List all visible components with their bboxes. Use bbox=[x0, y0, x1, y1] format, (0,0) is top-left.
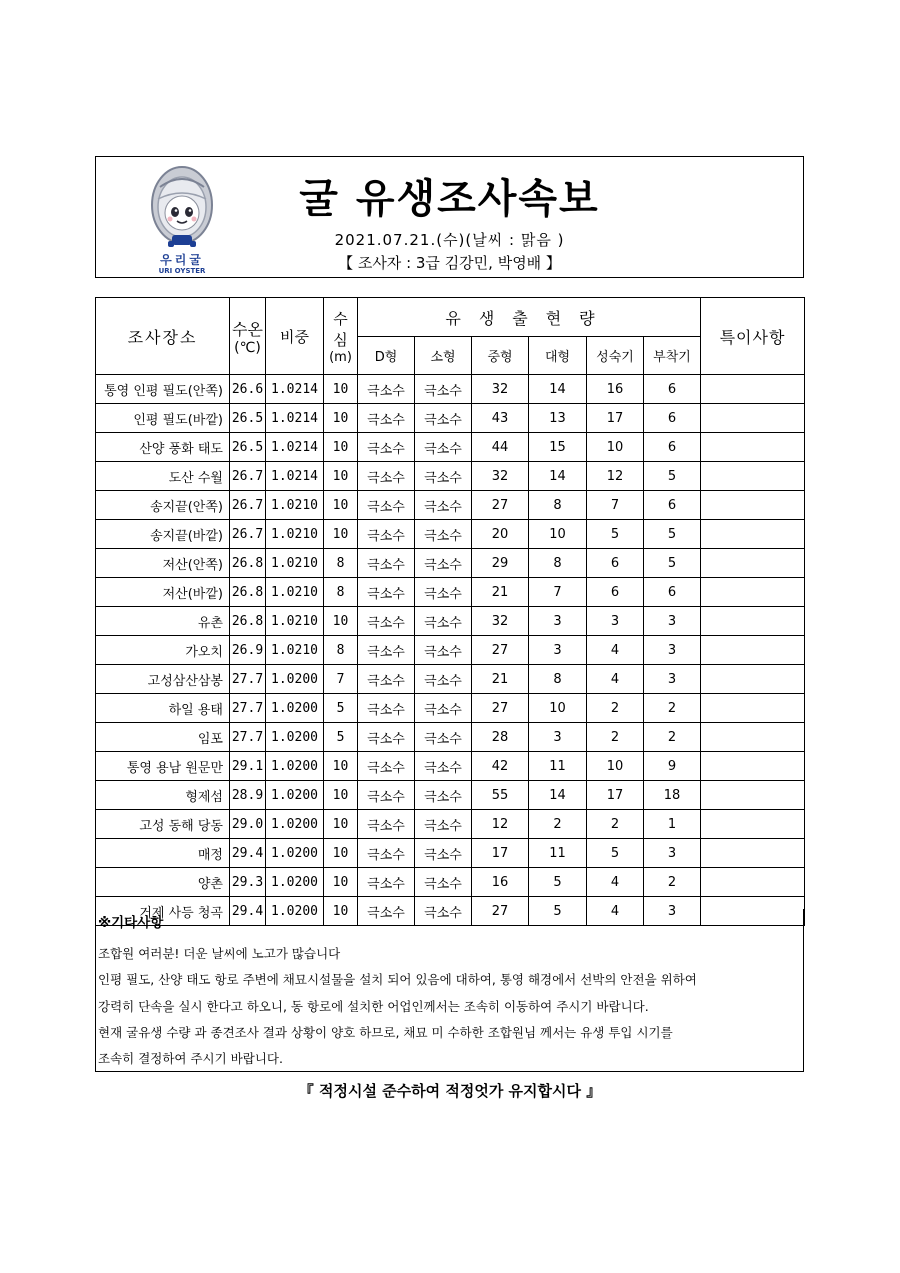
temp-cell: 26.7 bbox=[230, 462, 266, 491]
small-cell: 극소수 bbox=[415, 665, 472, 694]
d-type-cell: 극소수 bbox=[358, 578, 415, 607]
remark-cell bbox=[701, 839, 805, 868]
header-larvae-outbreak: 유생출현량 bbox=[358, 298, 701, 337]
mature-cell: 2 bbox=[587, 810, 644, 839]
medium-cell: 21 bbox=[472, 578, 529, 607]
site-cell: 형제섬 bbox=[96, 781, 230, 810]
settle-cell: 9 bbox=[644, 752, 701, 781]
depth-cell: 10 bbox=[324, 607, 358, 636]
temp-cell: 26.8 bbox=[230, 549, 266, 578]
mature-cell: 17 bbox=[587, 404, 644, 433]
medium-cell: 27 bbox=[472, 491, 529, 520]
gravity-cell: 1.0200 bbox=[266, 665, 324, 694]
report-header bbox=[95, 156, 804, 278]
gravity-cell: 1.0200 bbox=[266, 752, 324, 781]
settle-cell: 6 bbox=[644, 578, 701, 607]
mature-cell: 7 bbox=[587, 491, 644, 520]
large-cell: 7 bbox=[529, 578, 587, 607]
notes-line: 인평 필도, 산양 태도 항로 주변에 채묘시설물을 설치 되어 있음에 대하여, 통영 해경에서 선박의 안전을 위하여 bbox=[98, 972, 697, 987]
temp-cell: 27.7 bbox=[230, 694, 266, 723]
gravity-cell: 1.0214 bbox=[266, 375, 324, 404]
table-row bbox=[96, 549, 805, 578]
medium-cell: 32 bbox=[472, 607, 529, 636]
large-cell: 15 bbox=[529, 433, 587, 462]
gravity-cell: 1.0214 bbox=[266, 404, 324, 433]
small-cell: 극소수 bbox=[415, 897, 472, 926]
medium-cell: 16 bbox=[472, 868, 529, 897]
small-cell: 극소수 bbox=[415, 549, 472, 578]
notes-heading: ※기타사항 bbox=[98, 915, 164, 931]
gravity-cell: 1.0214 bbox=[266, 462, 324, 491]
gravity-cell: 1.0210 bbox=[266, 549, 324, 578]
temp-cell: 26.7 bbox=[230, 491, 266, 520]
depth-cell: 10 bbox=[324, 897, 358, 926]
site-cell: 가오치 bbox=[96, 636, 230, 665]
medium-cell: 28 bbox=[472, 723, 529, 752]
settle-cell: 1 bbox=[644, 810, 701, 839]
d-type-cell: 극소수 bbox=[358, 665, 415, 694]
d-type-cell: 극소수 bbox=[358, 839, 415, 868]
header-site: 조사장소 bbox=[96, 298, 230, 375]
mature-cell: 12 bbox=[587, 462, 644, 491]
small-cell: 극소수 bbox=[415, 868, 472, 897]
large-cell: 14 bbox=[529, 375, 587, 404]
large-cell: 11 bbox=[529, 752, 587, 781]
remark-cell bbox=[701, 520, 805, 549]
d-type-cell: 극소수 bbox=[358, 868, 415, 897]
medium-cell: 29 bbox=[472, 549, 529, 578]
settle-cell: 6 bbox=[644, 433, 701, 462]
settle-cell: 18 bbox=[644, 781, 701, 810]
site-cell: 산양 풍화 태도 bbox=[96, 433, 230, 462]
small-cell: 극소수 bbox=[415, 839, 472, 868]
table-row bbox=[96, 694, 805, 723]
depth-cell: 5 bbox=[324, 694, 358, 723]
gravity-cell: 1.0214 bbox=[266, 433, 324, 462]
large-cell: 8 bbox=[529, 665, 587, 694]
d-type-cell: 극소수 bbox=[358, 607, 415, 636]
large-cell: 5 bbox=[529, 897, 587, 926]
table-row bbox=[96, 491, 805, 520]
site-cell: 저산(안쪽) bbox=[96, 549, 230, 578]
depth-cell: 10 bbox=[324, 491, 358, 520]
medium-cell: 27 bbox=[472, 694, 529, 723]
large-cell: 3 bbox=[529, 636, 587, 665]
remark-cell bbox=[701, 607, 805, 636]
d-type-cell: 극소수 bbox=[358, 520, 415, 549]
temp-cell: 26.5 bbox=[230, 433, 266, 462]
large-cell: 3 bbox=[529, 723, 587, 752]
small-cell: 극소수 bbox=[415, 810, 472, 839]
header-gravity: 비중 bbox=[266, 298, 324, 375]
mature-cell: 10 bbox=[587, 752, 644, 781]
small-cell: 극소수 bbox=[415, 694, 472, 723]
temp-cell: 26.8 bbox=[230, 578, 266, 607]
settle-cell: 6 bbox=[644, 375, 701, 404]
mature-cell: 5 bbox=[587, 520, 644, 549]
site-cell: 매정 bbox=[96, 839, 230, 868]
depth-cell: 10 bbox=[324, 839, 358, 868]
temp-cell: 26.6 bbox=[230, 375, 266, 404]
header-settle: 부착기 bbox=[644, 337, 701, 375]
site-cell: 송지끝(바깥) bbox=[96, 520, 230, 549]
table-row bbox=[96, 810, 805, 839]
table-row bbox=[96, 781, 805, 810]
small-cell: 극소수 bbox=[415, 636, 472, 665]
settle-cell: 3 bbox=[644, 897, 701, 926]
mature-cell: 6 bbox=[587, 549, 644, 578]
header-mature: 성숙기 bbox=[587, 337, 644, 375]
inspector-line: 【 조사자 : 3급 김강민, 박영배 】 bbox=[338, 254, 561, 272]
remark-cell bbox=[701, 433, 805, 462]
gravity-cell: 1.0200 bbox=[266, 897, 324, 926]
temp-cell: 29.4 bbox=[230, 839, 266, 868]
temp-cell: 26.7 bbox=[230, 520, 266, 549]
medium-cell: 17 bbox=[472, 839, 529, 868]
site-cell: 인평 필도(바깥) bbox=[96, 404, 230, 433]
large-cell: 3 bbox=[529, 607, 587, 636]
medium-cell: 43 bbox=[472, 404, 529, 433]
table-row bbox=[96, 433, 805, 462]
temp-cell: 27.7 bbox=[230, 723, 266, 752]
temp-cell: 29.3 bbox=[230, 868, 266, 897]
table-row bbox=[96, 636, 805, 665]
temp-cell: 28.9 bbox=[230, 781, 266, 810]
table-row bbox=[96, 752, 805, 781]
site-cell: 하일 용태 bbox=[96, 694, 230, 723]
header-depth-unit: (m) bbox=[329, 349, 352, 365]
gravity-cell: 1.0200 bbox=[266, 810, 324, 839]
depth-cell: 10 bbox=[324, 752, 358, 781]
temp-cell: 26.5 bbox=[230, 404, 266, 433]
logo-korean-text: 우리굴 bbox=[160, 253, 204, 267]
d-type-cell: 극소수 bbox=[358, 491, 415, 520]
depth-cell: 8 bbox=[324, 578, 358, 607]
depth-cell: 10 bbox=[324, 781, 358, 810]
table-row bbox=[96, 462, 805, 491]
mature-cell: 4 bbox=[587, 868, 644, 897]
logo-english-text: URI OYSTER bbox=[158, 267, 206, 275]
medium-cell: 12 bbox=[472, 810, 529, 839]
settle-cell: 3 bbox=[644, 607, 701, 636]
medium-cell: 44 bbox=[472, 433, 529, 462]
depth-cell: 10 bbox=[324, 810, 358, 839]
large-cell: 8 bbox=[529, 491, 587, 520]
depth-cell: 8 bbox=[324, 549, 358, 578]
header-medium: 중형 bbox=[472, 337, 529, 375]
d-type-cell: 극소수 bbox=[358, 375, 415, 404]
medium-cell: 21 bbox=[472, 665, 529, 694]
mature-cell: 17 bbox=[587, 781, 644, 810]
temp-cell: 29.4 bbox=[230, 897, 266, 926]
d-type-cell: 극소수 bbox=[358, 781, 415, 810]
gravity-cell: 1.0210 bbox=[266, 607, 324, 636]
mature-cell: 6 bbox=[587, 578, 644, 607]
report-date: 2021.07.21.(수)(날씨 : 맑음 ) bbox=[334, 231, 565, 249]
depth-cell: 10 bbox=[324, 404, 358, 433]
remark-cell bbox=[701, 723, 805, 752]
table-body bbox=[96, 375, 805, 926]
remark-cell bbox=[701, 491, 805, 520]
site-cell: 송지끝(안쪽) bbox=[96, 491, 230, 520]
site-cell: 도산 수월 bbox=[96, 462, 230, 491]
medium-cell: 32 bbox=[472, 375, 529, 404]
large-cell: 14 bbox=[529, 781, 587, 810]
site-cell: 양촌 bbox=[96, 868, 230, 897]
gravity-cell: 1.0210 bbox=[266, 520, 324, 549]
remark-cell bbox=[701, 375, 805, 404]
table-row bbox=[96, 839, 805, 868]
large-cell: 10 bbox=[529, 694, 587, 723]
settle-cell: 2 bbox=[644, 694, 701, 723]
table-row bbox=[96, 404, 805, 433]
large-cell: 10 bbox=[529, 520, 587, 549]
mature-cell: 4 bbox=[587, 665, 644, 694]
settle-cell: 3 bbox=[644, 839, 701, 868]
d-type-cell: 극소수 bbox=[358, 549, 415, 578]
gravity-cell: 1.0200 bbox=[266, 839, 324, 868]
large-cell: 13 bbox=[529, 404, 587, 433]
small-cell: 극소수 bbox=[415, 752, 472, 781]
notes-section bbox=[95, 909, 804, 1072]
medium-cell: 32 bbox=[472, 462, 529, 491]
header-remarks: 특이사항 bbox=[701, 298, 805, 375]
header-large: 대형 bbox=[529, 337, 587, 375]
remark-cell bbox=[701, 462, 805, 491]
gravity-cell: 1.0200 bbox=[266, 723, 324, 752]
medium-cell: 20 bbox=[472, 520, 529, 549]
mature-cell: 4 bbox=[587, 636, 644, 665]
small-cell: 극소수 bbox=[415, 723, 472, 752]
large-cell: 11 bbox=[529, 839, 587, 868]
remark-cell bbox=[701, 404, 805, 433]
settle-cell: 2 bbox=[644, 868, 701, 897]
d-type-cell: 극소수 bbox=[358, 897, 415, 926]
site-cell: 거제 사등 청곡 bbox=[96, 897, 230, 926]
large-cell: 14 bbox=[529, 462, 587, 491]
depth-cell: 10 bbox=[324, 520, 358, 549]
site-cell: 고성삼산삼봉 bbox=[96, 665, 230, 694]
header-small: 소형 bbox=[415, 337, 472, 375]
header-depth-line2: 심 bbox=[333, 330, 348, 349]
medium-cell: 27 bbox=[472, 636, 529, 665]
site-cell: 고성 동해 당동 bbox=[96, 810, 230, 839]
notes-line: 조속히 결정하여 주시기 바랍니다. bbox=[98, 1051, 283, 1066]
settle-cell: 5 bbox=[644, 520, 701, 549]
depth-cell: 10 bbox=[324, 375, 358, 404]
settle-cell: 6 bbox=[644, 491, 701, 520]
mature-cell: 5 bbox=[587, 839, 644, 868]
temp-cell: 29.1 bbox=[230, 752, 266, 781]
remark-cell bbox=[701, 549, 805, 578]
mature-cell: 10 bbox=[587, 433, 644, 462]
remark-cell bbox=[701, 578, 805, 607]
d-type-cell: 극소수 bbox=[358, 636, 415, 665]
small-cell: 극소수 bbox=[415, 462, 472, 491]
small-cell: 극소수 bbox=[415, 578, 472, 607]
gravity-cell: 1.0200 bbox=[266, 781, 324, 810]
mature-cell: 2 bbox=[587, 723, 644, 752]
d-type-cell: 극소수 bbox=[358, 462, 415, 491]
temp-cell: 29.0 bbox=[230, 810, 266, 839]
large-cell: 8 bbox=[529, 549, 587, 578]
header-depth bbox=[324, 298, 358, 375]
settle-cell: 6 bbox=[644, 404, 701, 433]
large-cell: 5 bbox=[529, 868, 587, 897]
remark-cell bbox=[701, 752, 805, 781]
settle-cell: 3 bbox=[644, 636, 701, 665]
medium-cell: 42 bbox=[472, 752, 529, 781]
depth-cell: 10 bbox=[324, 433, 358, 462]
table-row bbox=[96, 665, 805, 694]
large-cell: 2 bbox=[529, 810, 587, 839]
header-depth-line1: 수 bbox=[333, 309, 348, 328]
notes-line: 강력히 단속을 실시 한다고 하오니, 동 항로에 설치한 어업인께서는 조속히 이동하여 주시기 바랍니다. bbox=[98, 999, 649, 1014]
settle-cell: 5 bbox=[644, 462, 701, 491]
gravity-cell: 1.0210 bbox=[266, 636, 324, 665]
depth-cell: 8 bbox=[324, 636, 358, 665]
mature-cell: 3 bbox=[587, 607, 644, 636]
small-cell: 극소수 bbox=[415, 433, 472, 462]
notes-line: 조합원 여러분! 더운 날씨에 노고가 많습니다 bbox=[98, 946, 341, 961]
gravity-cell: 1.0200 bbox=[266, 694, 324, 723]
depth-cell: 10 bbox=[324, 868, 358, 897]
mature-cell: 2 bbox=[587, 694, 644, 723]
site-cell: 저산(바깥) bbox=[96, 578, 230, 607]
medium-cell: 27 bbox=[472, 897, 529, 926]
mature-cell: 16 bbox=[587, 375, 644, 404]
remark-cell bbox=[701, 636, 805, 665]
table-row bbox=[96, 520, 805, 549]
d-type-cell: 극소수 bbox=[358, 404, 415, 433]
site-cell: 임포 bbox=[96, 723, 230, 752]
remark-cell bbox=[701, 665, 805, 694]
small-cell: 극소수 bbox=[415, 404, 472, 433]
depth-cell: 7 bbox=[324, 665, 358, 694]
d-type-cell: 극소수 bbox=[358, 723, 415, 752]
remark-cell bbox=[701, 781, 805, 810]
mature-cell: 4 bbox=[587, 897, 644, 926]
d-type-cell: 극소수 bbox=[358, 433, 415, 462]
larvae-survey-table bbox=[95, 297, 805, 926]
settle-cell: 3 bbox=[644, 665, 701, 694]
medium-cell: 55 bbox=[472, 781, 529, 810]
header-water-temp bbox=[230, 298, 266, 375]
small-cell: 극소수 bbox=[415, 520, 472, 549]
header-temp-unit: (℃) bbox=[234, 339, 261, 356]
site-cell: 통영 인평 필도(안쪽) bbox=[96, 375, 230, 404]
temp-cell: 27.7 bbox=[230, 665, 266, 694]
remark-cell bbox=[701, 694, 805, 723]
header-temp-label: 수온 bbox=[232, 319, 263, 339]
gravity-cell: 1.0210 bbox=[266, 491, 324, 520]
d-type-cell: 극소수 bbox=[358, 810, 415, 839]
small-cell: 극소수 bbox=[415, 491, 472, 520]
gravity-cell: 1.0200 bbox=[266, 868, 324, 897]
settle-cell: 5 bbox=[644, 549, 701, 578]
temp-cell: 26.8 bbox=[230, 607, 266, 636]
table-row bbox=[96, 578, 805, 607]
table-row bbox=[96, 607, 805, 636]
small-cell: 극소수 bbox=[415, 607, 472, 636]
depth-cell: 10 bbox=[324, 462, 358, 491]
footer-slogan: 『 적정시설 준수하여 적정엇가 유지합시다 』 bbox=[298, 1082, 602, 1100]
site-cell: 통영 용남 원문만 bbox=[96, 752, 230, 781]
depth-cell: 5 bbox=[324, 723, 358, 752]
table-row bbox=[96, 868, 805, 897]
temp-cell: 26.9 bbox=[230, 636, 266, 665]
small-cell: 극소수 bbox=[415, 781, 472, 810]
report-title: 굴 유생조사속보 bbox=[299, 176, 600, 222]
table-row bbox=[96, 723, 805, 752]
site-cell: 유촌 bbox=[96, 607, 230, 636]
d-type-cell: 극소수 bbox=[358, 752, 415, 781]
remark-cell bbox=[701, 868, 805, 897]
notes-line: 현재 굴유생 수량 과 종견조사 결과 상황이 양호 하므로, 채묘 미 수하한 조합원님 께서는 유생 투입 시기를 bbox=[98, 1025, 673, 1040]
gravity-cell: 1.0210 bbox=[266, 578, 324, 607]
table-row bbox=[96, 375, 805, 404]
small-cell: 극소수 bbox=[415, 375, 472, 404]
header-d-type: D형 bbox=[358, 337, 415, 375]
settle-cell: 2 bbox=[644, 723, 701, 752]
remark-cell bbox=[701, 810, 805, 839]
d-type-cell: 극소수 bbox=[358, 694, 415, 723]
